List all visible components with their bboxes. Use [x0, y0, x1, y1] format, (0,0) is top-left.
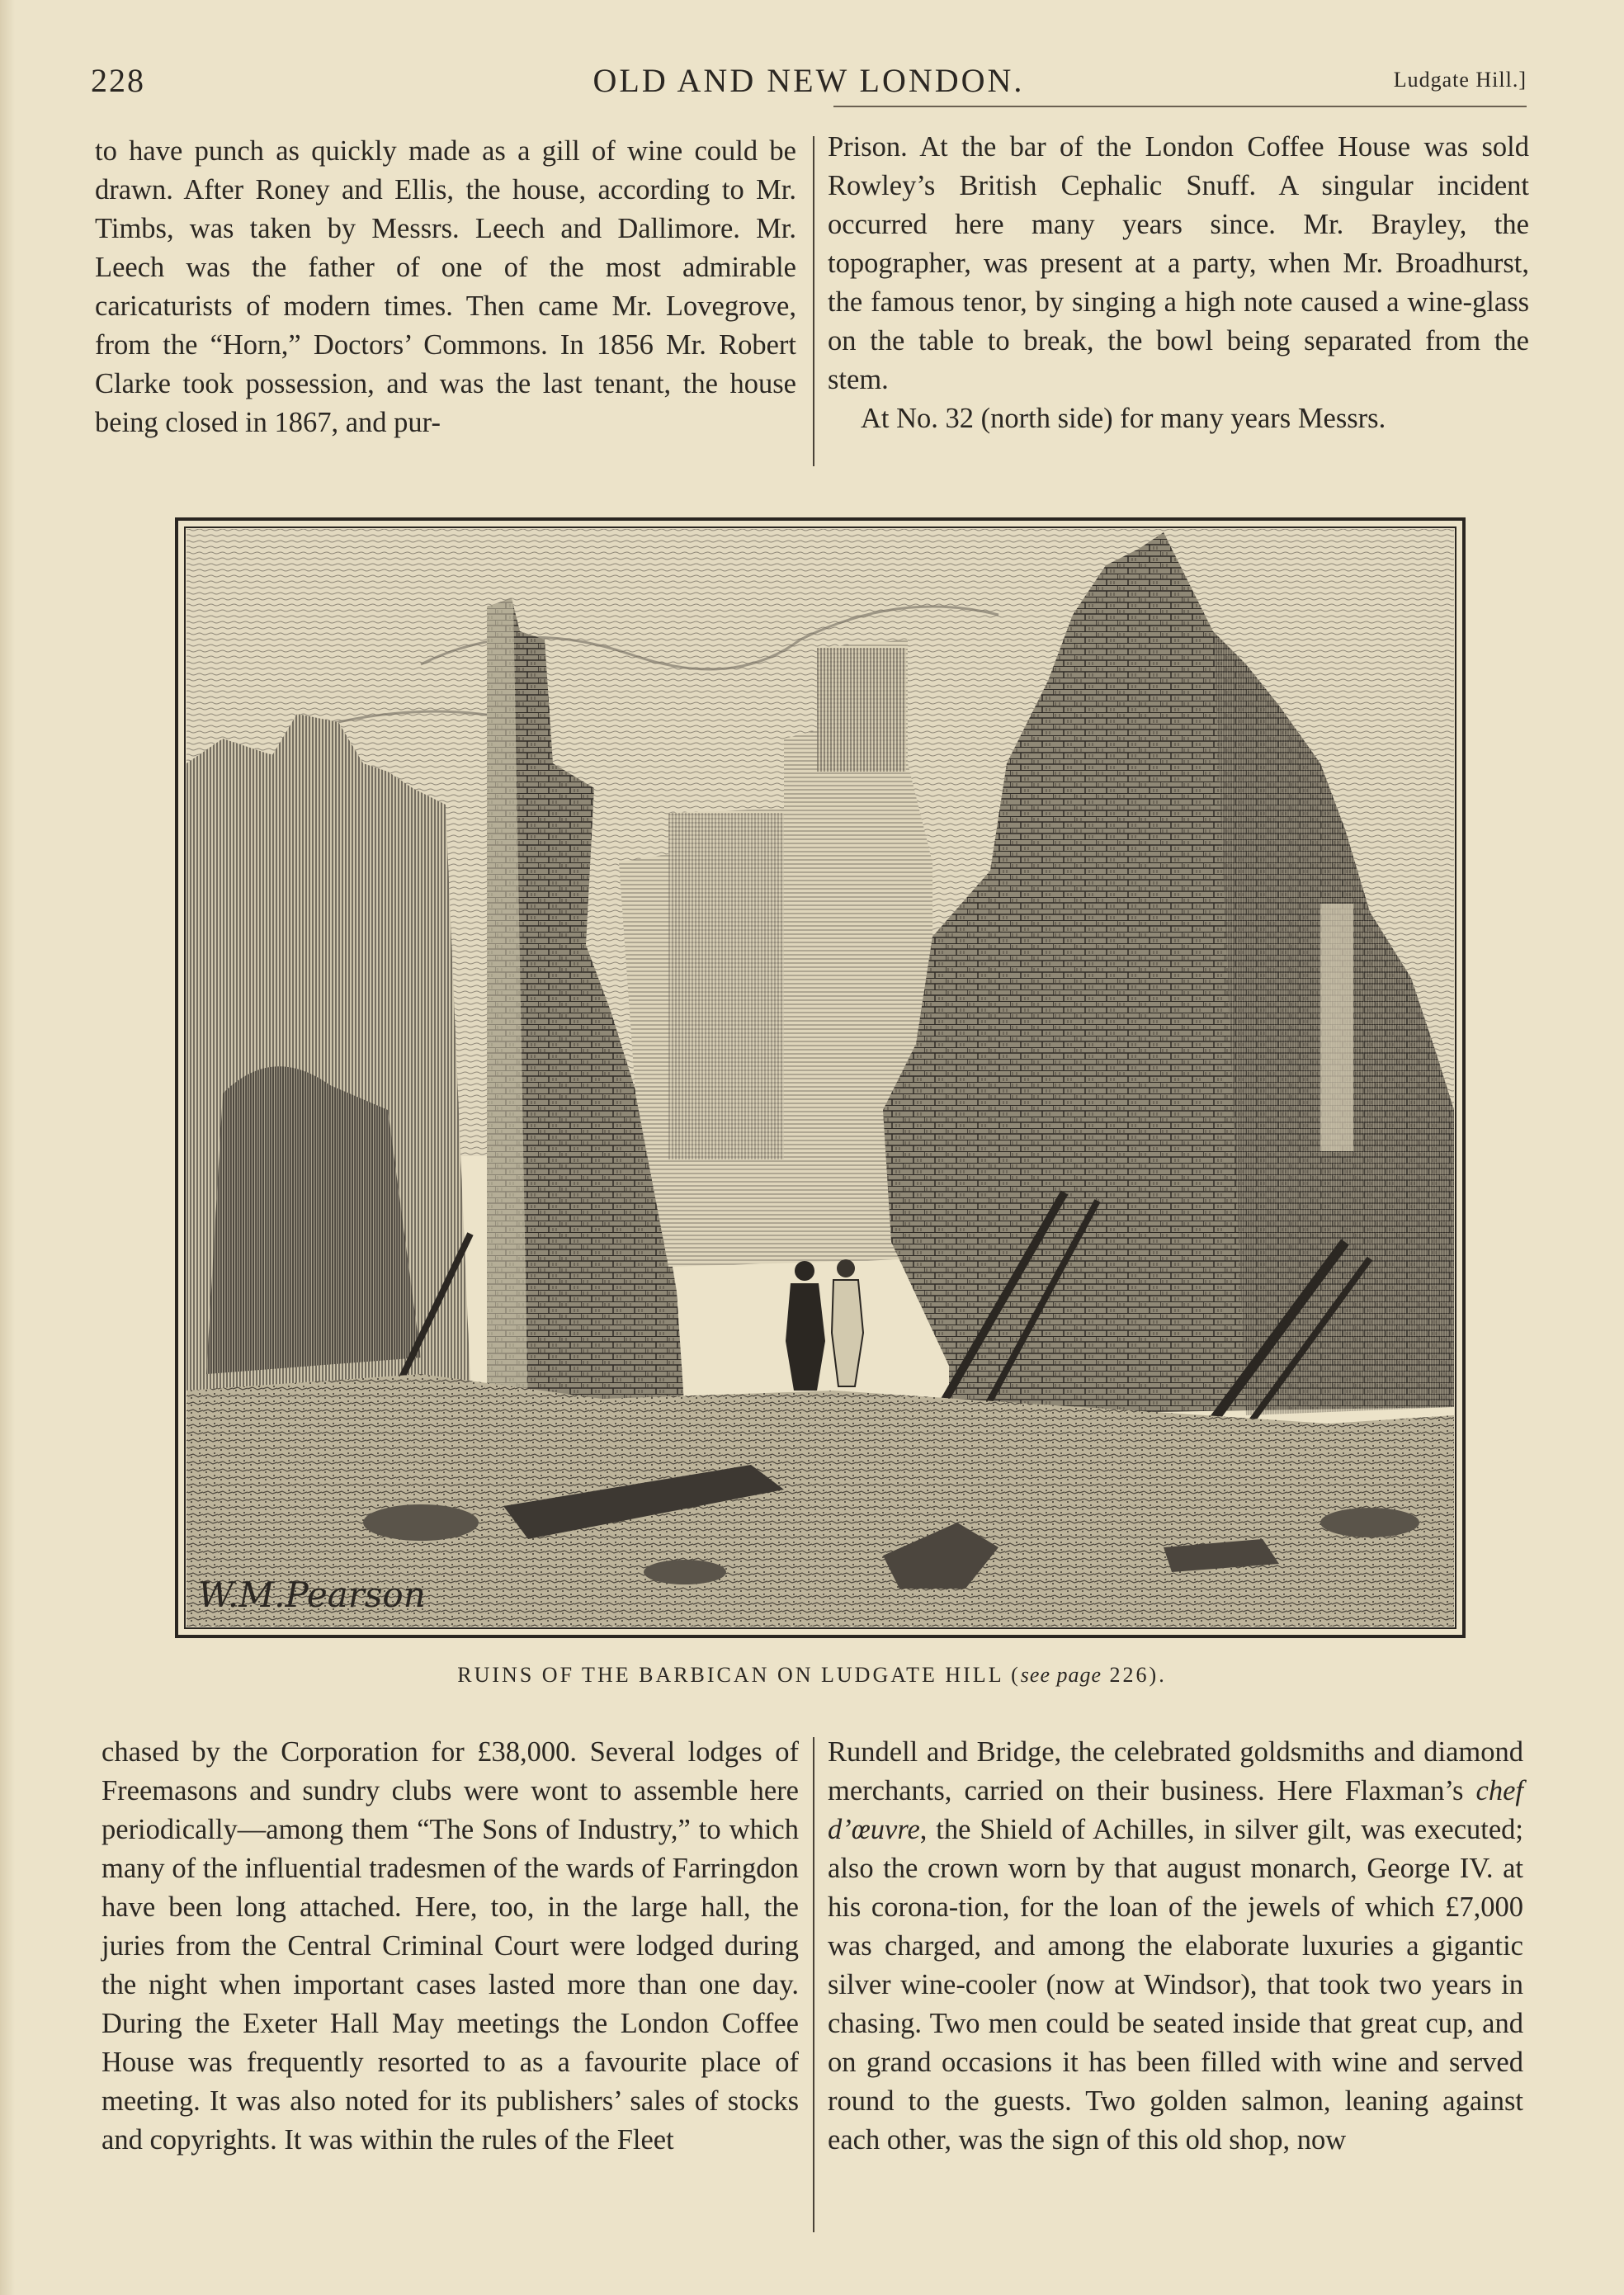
column-top-right	[828, 128, 1529, 438]
paragraph: At No. 32 (north side) for many years Messrs.	[861, 403, 1386, 434]
caption-ref-page: 226).	[1109, 1663, 1167, 1687]
column-bottom-left	[102, 1733, 799, 2160]
page-number: 228	[91, 62, 145, 99]
paragraph: to have punch as quickly made as a gill of wine could be drawn. After Roney and Ellis, the house, according to Mr. Timbs, was taken by Messrs. Leech and Dallimore. Mr. Leech was the father of one of the most admirable caricaturists of modern times. Then came Mr. Lovegrove, from the “Horn,” Doctors’ Commons. In 1856 Mr. Robert Clarke took possession, and was the last tenant, the house being closed in 1867, and pur-	[95, 135, 796, 438]
page-spine-shadow	[0, 0, 15, 2295]
caption-ref-see-page: see page	[1020, 1663, 1102, 1687]
caption-title: RUINS OF THE BARBICAN ON LUDGATE HILL	[457, 1663, 1003, 1687]
column-divider	[813, 1737, 814, 2232]
column-bottom-right	[828, 1733, 1523, 2160]
header-rule	[833, 106, 1527, 107]
caption-ref-open: (	[1011, 1663, 1021, 1687]
text-run: , the Shield of Achilles, in silver gilt, was executed; also the crown worn by that august monarch, George IV. at his corona-tion, for the loan of the jewels of which £7,000 was charged, and among the elaborate luxuries a gigantic silver wine-cooler (now at Windsor), that took two years in chasing. Two men could be seated inside that great cup, and on grand occasions it has been filled with wine and served round to the guests. Two golden salmon, leaning against each other, was the sign of this old shop, now	[828, 1814, 1523, 2156]
running-section: Ludgate Hill.]	[1393, 68, 1527, 92]
running-title: OLD AND NEW LONDON.	[592, 62, 1025, 99]
engraver-signature: W.M.Pearson	[198, 1575, 426, 1615]
paragraph	[828, 1733, 1523, 2160]
figure-caption	[0, 1663, 1624, 1688]
text-run: Rundell and Bridge, the celebrated goldsmiths and diamond merchants, carried on their business. Here Flaxman’s	[828, 1736, 1523, 1806]
column-divider	[813, 136, 814, 466]
paragraph: chased by the Corporation for £38,000. Several lodges of Freemasons and sundry clubs were wont to assemble here periodically—among them “The Sons of Industry,” to which many of the influential tradesmen of the wards of Farringdon have been long attached. Here, too, in the large hall, the juries from the Central Criminal Court were lodged during the night when important cases lasted more than one day. During the Exeter Hall May meetings the London Coffee House was frequently resorted to as a favourite place of meeting. It was also noted for its publishers’ sales of stocks and copyrights. It was within the rules of the Fleet	[102, 1736, 799, 2156]
window-opening	[1320, 904, 1353, 1151]
engraving-ruins-barbican	[173, 516, 1467, 1640]
paragraph: Prison. At the bar of the London Coffee House was sold Rowley’s British Cephalic Snuff. A singular incident occurred here many years since. Mr. Brayley, the topographer, was present at a party, when Mr. Broadhurst, the famous tenor, by singing a high note caused a wine-glass on the table to break, the bowl being separated from the stem.	[828, 131, 1529, 395]
italic-chef-doeuvre: chef d’œuvre	[828, 1775, 1523, 1845]
column-top-left	[95, 132, 796, 442]
